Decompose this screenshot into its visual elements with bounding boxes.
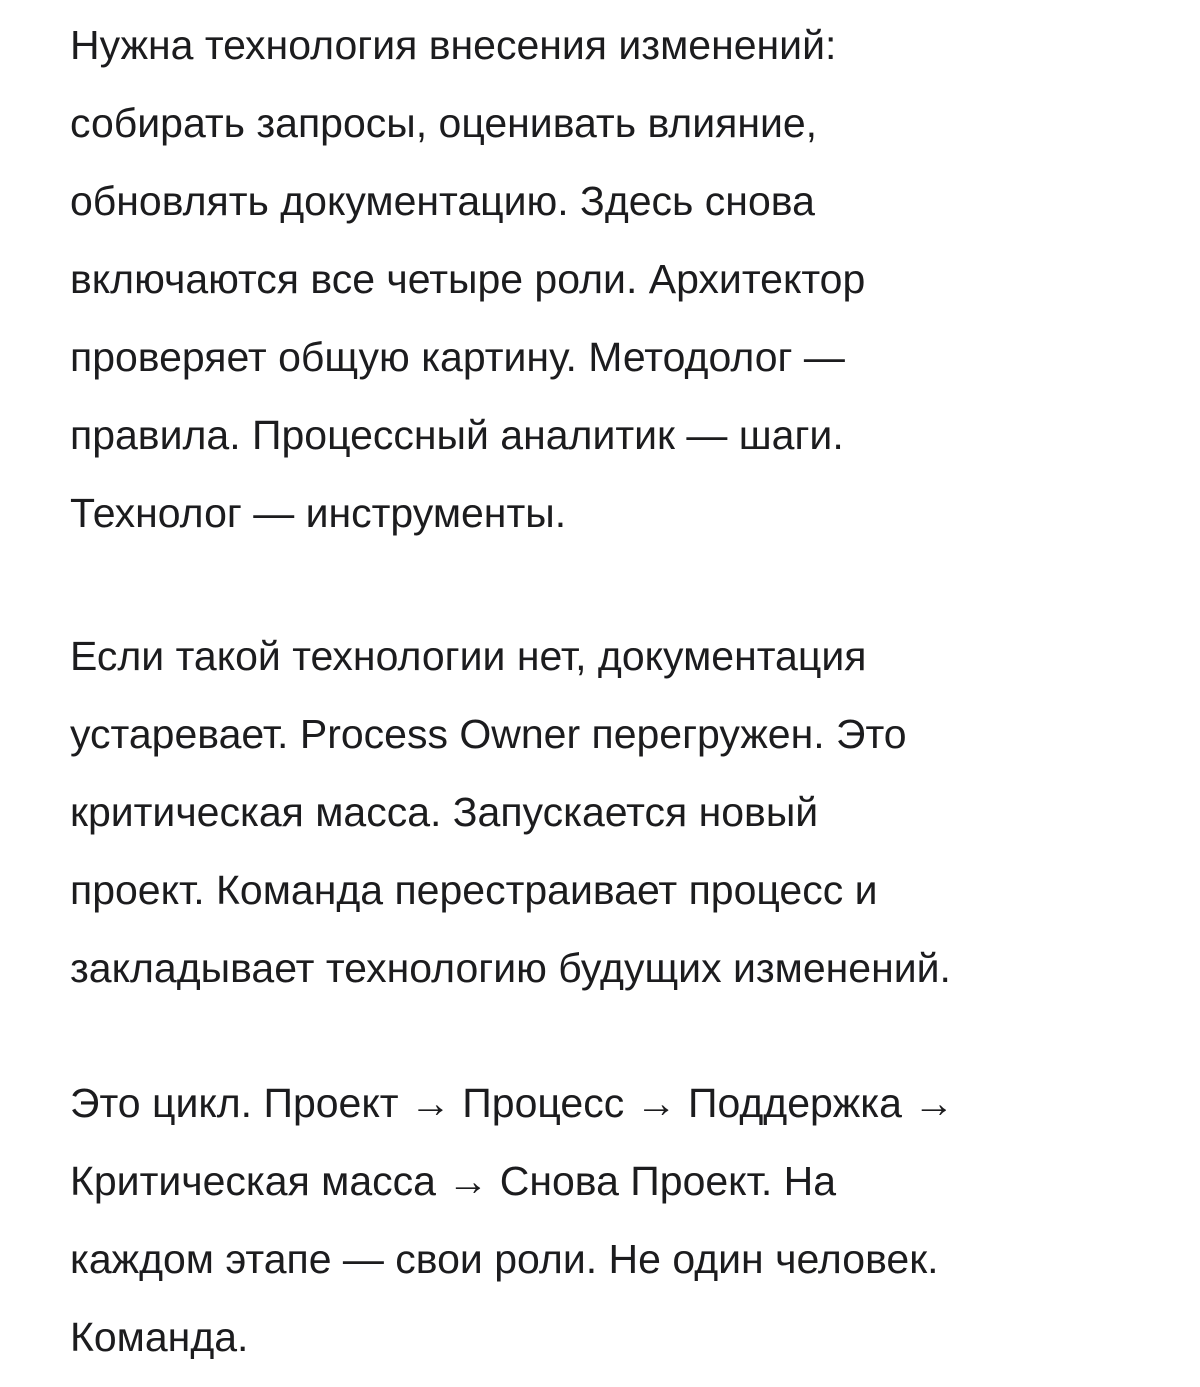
text-line: каждом этапе — свои роли. Не один человек. — [70, 1236, 939, 1282]
text-line: Команда. — [70, 1314, 249, 1360]
text-line: обновлять документацию. Здесь снова — [70, 178, 815, 224]
text-line: собирать запросы, оценивать влияние, — [70, 100, 818, 146]
text-line: Это цикл. Проект → Процесс → Поддержка → — [70, 1080, 955, 1126]
text-line: Нужна технология внесения изменений: — [70, 22, 837, 68]
text-line: устаревает. Process Owner перегружен. Это — [70, 711, 907, 757]
paragraph-cycle — [70, 1064, 954, 1376]
text-line: Если такой технологии нет, документация — [70, 633, 867, 679]
text-line: Критическая масса → Снова Проект. На — [70, 1158, 837, 1204]
text-line: проект. Команда перестраивает процесс и — [70, 867, 878, 913]
text-line: Технолог — инструменты. — [70, 490, 567, 536]
text-line: правила. Процессный аналитик — шаги. — [70, 412, 844, 458]
paragraph-critical-mass — [70, 617, 951, 1007]
text-line: закладывает технологию будущих изменений. — [70, 945, 951, 991]
text-line: критическая масса. Запускается новый — [70, 789, 819, 835]
text-line: проверяет общую картину. Методолог — — [70, 334, 845, 380]
text-line: включаются все четыре роли. Архитектор — [70, 256, 866, 302]
paragraph-change-technology — [70, 6, 865, 552]
